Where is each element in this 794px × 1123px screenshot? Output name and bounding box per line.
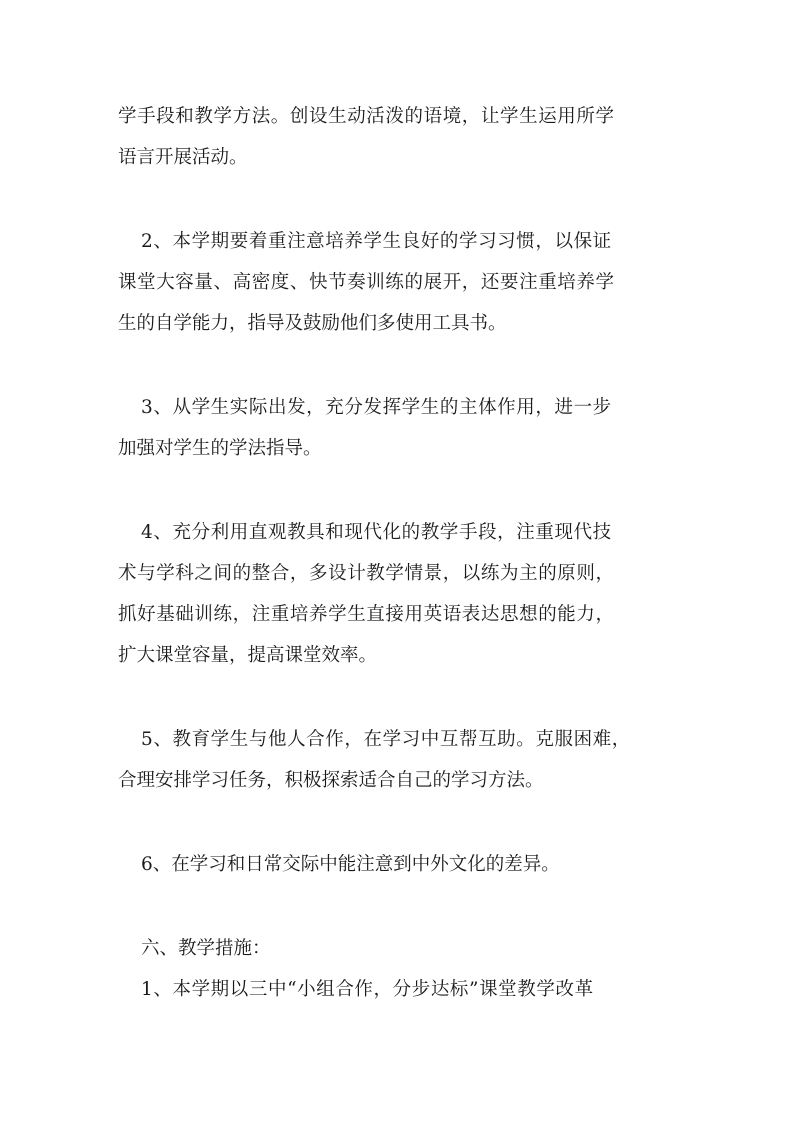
paragraph-line: 6、在学习和日常交际中能注意到中外文化的差异。 xyxy=(141,854,560,875)
paragraph-line: 合理安排学习任务，积极探索适合自己的学习方法。 xyxy=(118,770,544,791)
paragraph-line: 2、本学期要着重注意培养学生良好的学习习惯，以保证 xyxy=(141,231,612,252)
paragraph-line: 3、从学生实际出发，充分发挥学生的主体作用，进一步 xyxy=(141,397,612,418)
paragraph-line: 1、本学期以三中“小组合作，分步达标”课堂教学改革 xyxy=(141,979,594,1000)
paragraph-line: 4、充分利用直观教具和现代化的教学手段，注重现代技 xyxy=(141,522,612,543)
paragraph-line: 加强对学生的学法指导。 xyxy=(118,438,322,459)
paragraph-line: 课堂大容量、高密度、快节奏训练的展开，还要注重培养学 xyxy=(118,272,615,293)
paragraph-line: 语言开展活动。 xyxy=(118,147,248,168)
paragraph-line: 抓好基础训练，注重培养学生直接用英语表达思想的能力， xyxy=(118,604,615,625)
paragraph-line: 扩大课堂容量，提高课堂效率。 xyxy=(118,645,378,666)
paragraph-line: 5、教育学生与他人合作，在学习中互帮互助。克服困难， xyxy=(141,729,631,750)
section-heading: 六、教学措施： xyxy=(141,938,271,959)
paragraph-line: 生的自学能力，指导及鼓励他们多使用工具书。 xyxy=(118,313,507,334)
paragraph-line: 术与学科之间的整合，多设计教学情景，以练为主的原则， xyxy=(118,563,615,584)
paragraph-line: 学手段和教学方法。创设生动活泼的语境，让学生运用所学 xyxy=(118,106,615,127)
